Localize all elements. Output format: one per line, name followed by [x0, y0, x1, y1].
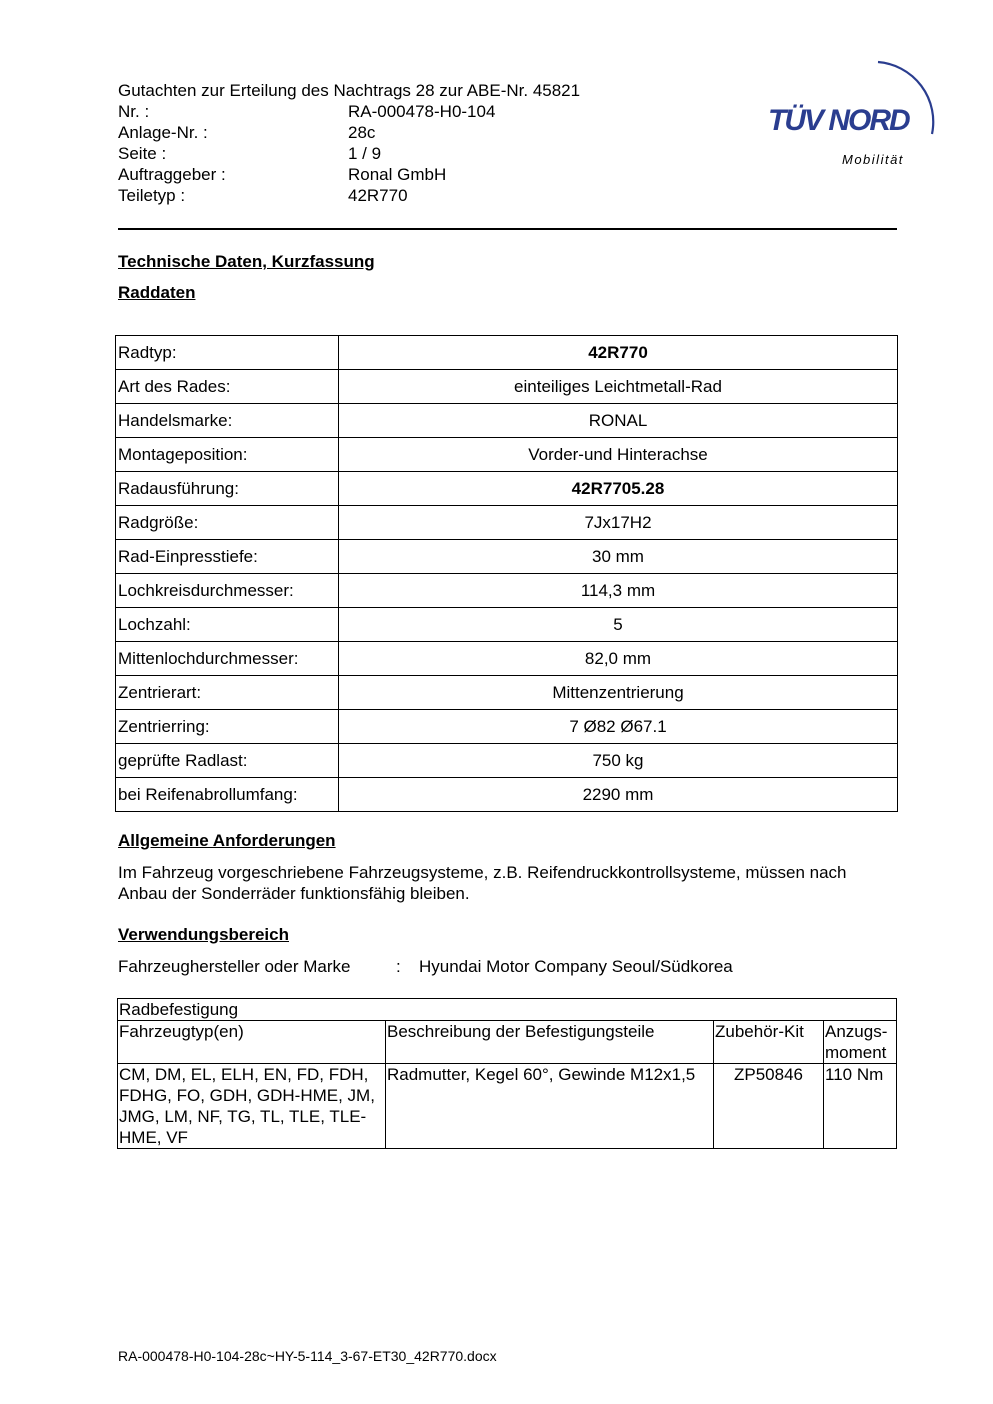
table-title-row: [118, 999, 897, 1021]
row-value: 82,0 mm: [339, 642, 898, 676]
tuv-nord-logo: [760, 56, 950, 176]
row-value: 114,3 mm: [339, 574, 898, 608]
row-label: Art des Rades:: [116, 370, 339, 404]
header-key: Nr. :: [118, 102, 150, 121]
logo-subtitle: Mobilität: [842, 152, 904, 167]
verwendung-key: Fahrzeughersteller oder Marke: [118, 957, 351, 976]
befestigung-title: Radbefestigung: [118, 999, 897, 1021]
header-row: [118, 143, 580, 164]
header-key: Teiletyp :: [118, 186, 186, 205]
row-label: Zentrierart:: [116, 676, 339, 710]
heading-technical: Technische Daten, Kurzfassung: [118, 252, 375, 271]
header-value: 28c: [348, 123, 376, 142]
header-row: [118, 101, 580, 122]
header-value: 1 / 9: [348, 144, 382, 163]
footer-filename: RA-000478-H0-104-28c~HY-5-114_3-67-ET30_42R770.docx: [118, 1348, 497, 1364]
table-row: [116, 778, 898, 812]
verwendung-separator: :: [396, 957, 401, 976]
row-label: Lochkreisdurchmesser:: [116, 574, 339, 608]
heading-raddaten: Raddaten: [118, 283, 196, 302]
header-value: Ronal GmbH: [348, 165, 447, 184]
heading-verwendung: Verwendungsbereich: [118, 925, 289, 944]
table-row: [116, 676, 898, 710]
row-value: 2290 mm: [339, 778, 898, 812]
header-row: [118, 122, 580, 143]
header-divider: [118, 228, 897, 230]
table-row: [116, 642, 898, 676]
row-label: geprüfte Radlast:: [116, 744, 339, 778]
row-value: 42R770: [339, 336, 898, 370]
table-row: [116, 336, 898, 370]
row-value: Vorder-und Hinterachse: [339, 438, 898, 472]
column-header: Fahrzeugtyp(en): [118, 1021, 386, 1064]
table-row: [116, 608, 898, 642]
header-key: Seite :: [118, 144, 167, 163]
row-value: Mittenzentrierung: [339, 676, 898, 710]
row-value: einteiliges Leichtmetall-Rad: [339, 370, 898, 404]
row-label: bei Reifenabrollumfang:: [116, 778, 339, 812]
row-label: Radtyp:: [116, 336, 339, 370]
cell-kit: ZP50846: [714, 1064, 824, 1149]
table-row: [116, 370, 898, 404]
column-header: Zubehör-Kit: [714, 1021, 824, 1064]
row-value: 750 kg: [339, 744, 898, 778]
row-label: Mittenlochdurchmesser:: [116, 642, 339, 676]
header-value: 42R770: [348, 186, 408, 205]
table-row: [116, 404, 898, 438]
row-label: Handelsmarke:: [116, 404, 339, 438]
cell-torque: 110 Nm: [824, 1064, 897, 1149]
befestigung-table: [117, 998, 897, 1149]
row-value: 7 Ø82 Ø67.1: [339, 710, 898, 744]
verwendung-line: [118, 957, 733, 977]
row-label: Radgröße:: [116, 506, 339, 540]
table-row: [116, 710, 898, 744]
header-key: Auftraggeber :: [118, 165, 226, 184]
cell-types: CM, DM, EL, ELH, EN, FD, FDH, FDHG, FO, GDH, GDH-HME, JM, JMG, LM, NF, TG, TL, TLE, TLE-HME, VF: [118, 1064, 386, 1149]
header-value: RA-000478-H0-104: [348, 102, 496, 121]
heading-allgemein: Allgemeine Anforderungen: [118, 831, 336, 850]
row-label: Radausführung:: [116, 472, 339, 506]
table-row: [116, 744, 898, 778]
header-key: Anlage-Nr. :: [118, 123, 208, 142]
row-label: Montageposition:: [116, 438, 339, 472]
row-value: RONAL: [339, 404, 898, 438]
header-title: Gutachten zur Erteilung des Nachtrags 28 zur ABE-Nr. 45821: [118, 81, 581, 100]
raddaten-table: [115, 335, 898, 812]
cell-desc: Radmutter, Kegel 60°, Gewinde M12x1,5: [386, 1064, 714, 1149]
verwendung-value: Hyundai Motor Company Seoul/Südkorea: [419, 957, 733, 976]
table-row: [116, 574, 898, 608]
row-label: Zentrierring:: [116, 710, 339, 744]
table-row: [116, 540, 898, 574]
row-value: 5: [339, 608, 898, 642]
header-row: [118, 164, 580, 185]
row-label: Rad-Einpresstiefe:: [116, 540, 339, 574]
column-header: Anzugs-moment: [824, 1021, 897, 1064]
row-value: 30 mm: [339, 540, 898, 574]
table-row: [116, 506, 898, 540]
document-header: [118, 80, 580, 206]
row-value: 42R7705.28: [339, 472, 898, 506]
logo-brand: TÜV NORD: [768, 104, 909, 137]
table-row: [116, 472, 898, 506]
table-header-row: [118, 1021, 897, 1064]
allgemein-paragraph: Im Fahrzeug vorgeschriebene Fahrzeugsysteme, z.B. Reifendruckkontrollsysteme, müssen nach Anbau der Sonderräder funktionsfähig bleiben.: [118, 863, 847, 903]
header-row: [118, 185, 580, 206]
row-value: 7Jx17H2: [339, 506, 898, 540]
table-row: [118, 1064, 897, 1149]
column-header: Beschreibung der Befestigungsteile: [386, 1021, 714, 1064]
row-label: Lochzahl:: [116, 608, 339, 642]
table-row: [116, 438, 898, 472]
